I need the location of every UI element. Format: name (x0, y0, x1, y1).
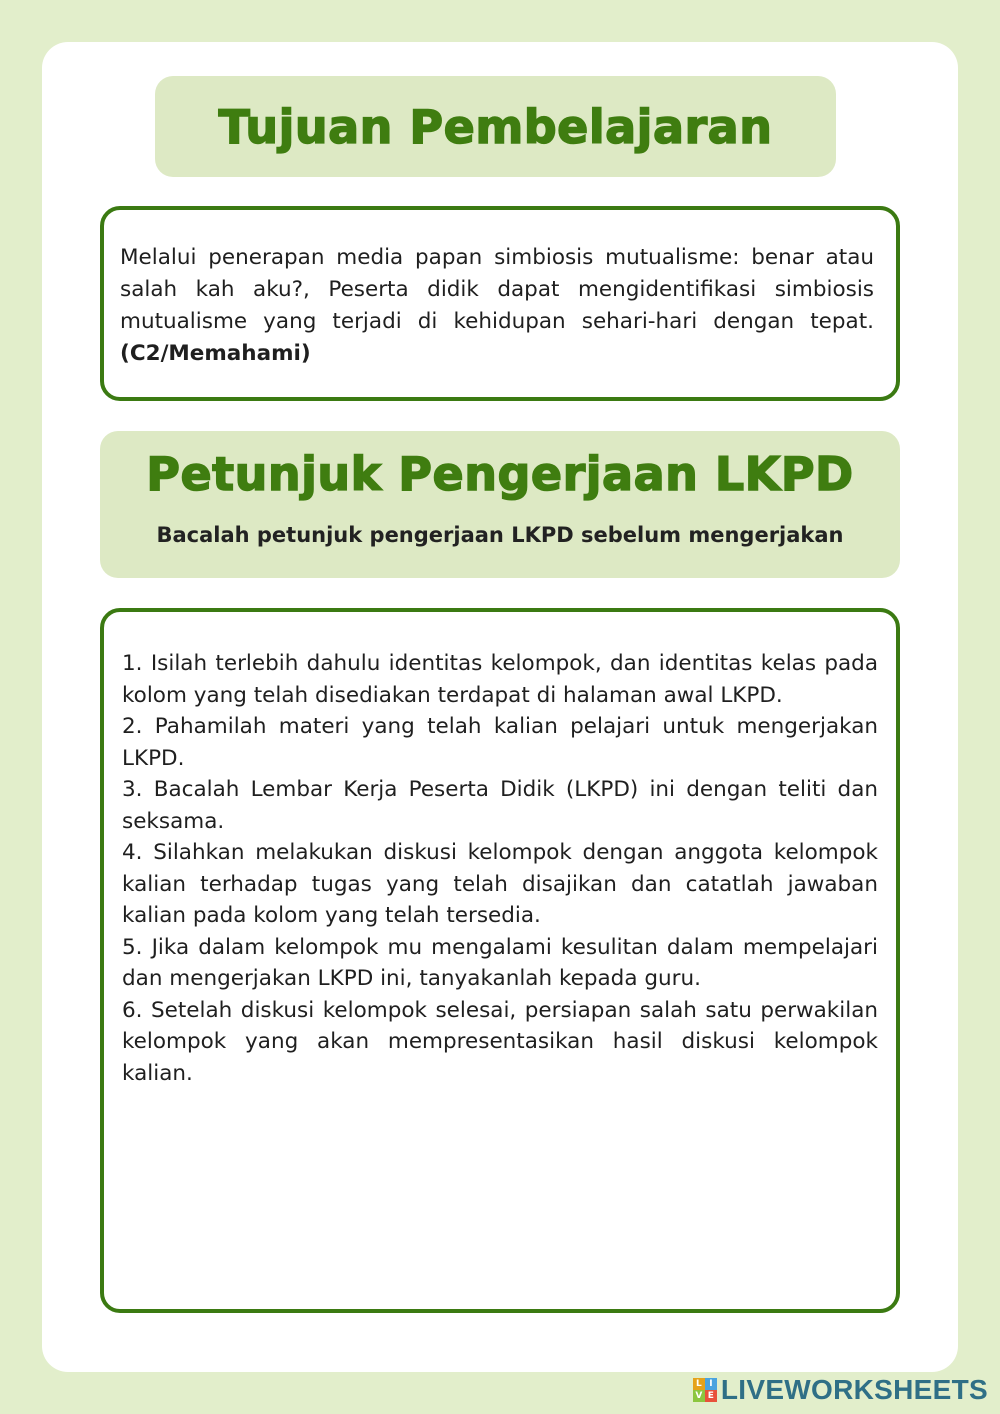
instruction-step-4: 4. Silahkan melakukan diskusi kelompok dengan anggota kelompok kalian terhadap tugas yang telah disajikan dan catatlah jawaban kalian pada kolom yang telah tersedia. (122, 840, 878, 928)
instruction-step-1: 1. Isilah terlebih dahulu identitas kelompok, dan identitas kelas pada kolom yang telah disediakan terdapat di halaman awal LKPD. (122, 651, 878, 708)
goal-box (100, 206, 900, 401)
instructions-subtitle: Bacalah petunjuk pengerjaan LKPD sebelum mengerjakan (156, 523, 844, 547)
instruction-step-6: 6. Setelah diskusi kelompok selesai, persiapan salah satu perwakilan kelompok yang akan mempresentasikan hasil diskusi kelompok kalian. (122, 997, 878, 1086)
instructions-banner (100, 431, 900, 578)
logo-letter-i: I (705, 1378, 717, 1390)
instructions-box (100, 608, 900, 1313)
goal-title-banner (155, 76, 836, 177)
liveworksheets-brand-link[interactable] (693, 1374, 988, 1406)
brand-name: LIVEWORKSHEETS (720, 1374, 988, 1405)
goal-text (120, 242, 874, 370)
instruction-step-5: 5. Jika dalam kelompok mu mengalami kesulitan dalam mempelajari dan mengerjakan LKPD ini, tanyakanlah kepada guru. (122, 934, 878, 991)
liveworksheets-logo-icon (693, 1378, 717, 1402)
goal-title: Tujuan Pembelajaran (218, 99, 773, 154)
goal-description: Melalui penerapan media papan simbiosis mutualisme: benar atau salah kah aku?, Peserta didik dapat mengidentifikasi simbiosis mutualisme yang terjadi di kehidupan sehari-hari dengan tepat. (120, 245, 874, 334)
instructions-list (122, 648, 878, 1089)
logo-letter-e: E (705, 1390, 717, 1402)
goal-level: (C2/Memahami) (120, 341, 311, 366)
logo-letter-l: L (693, 1378, 705, 1390)
instruction-step-3: 3. Bacalah Lembar Kerja Peserta Didik (LKPD) ini dengan teliti dan seksama. (122, 777, 878, 834)
logo-letter-v: V (693, 1390, 705, 1402)
instruction-step-2: 2. Pahamilah materi yang telah kalian pelajari untuk mengerjakan LKPD. (122, 714, 878, 771)
instructions-title: Petunjuk Pengerjaan LKPD (146, 447, 854, 501)
